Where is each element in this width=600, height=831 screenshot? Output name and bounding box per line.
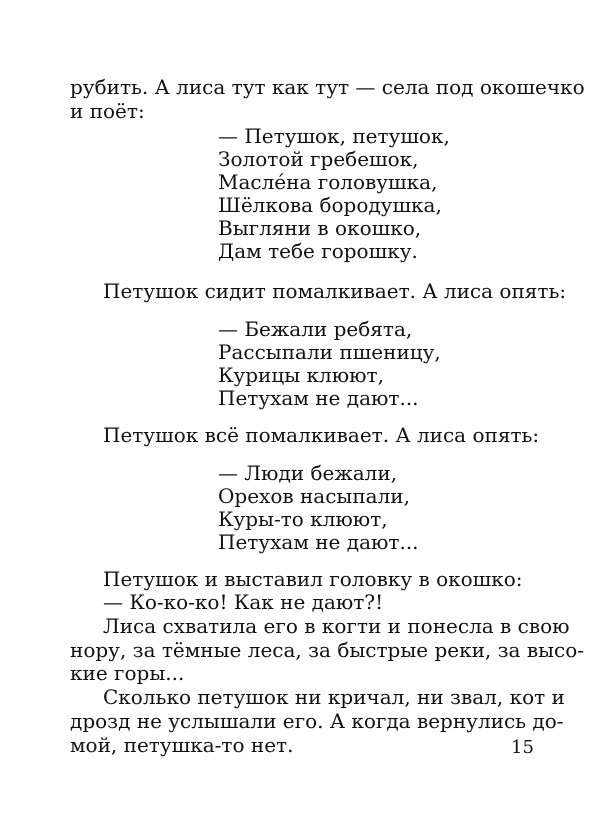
verse-line: Шёлкова бородушка, (218, 193, 442, 217)
verse-line: Маслéна головушка, (218, 170, 438, 194)
text-line: нору, за тёмные леса, за быстрые реки, за высо- (70, 638, 585, 662)
verse-line: Петухам не дают... (218, 386, 419, 410)
text-line: и поёт: (70, 99, 145, 123)
verse-line: Рассыпали пшеницу, (218, 340, 441, 364)
text-line: Петушок и выставил головку в окошко: (103, 567, 523, 591)
verse-line: Орехов насыпали, (218, 484, 410, 508)
verse-line: Курицы клюют, (218, 363, 384, 387)
verse-line: Куры-то клюют, (218, 507, 388, 531)
text-line: Сколько петушок ни кричал, ни звал, кот и (103, 685, 565, 709)
text-line: дрозд не услышали его. А когда вернулись до- (70, 709, 564, 733)
verse-line: Золотой гребешок, (218, 147, 419, 171)
verse-line: Выгляни в окошко, (218, 216, 422, 240)
text-line: Лиса схватила его в когти и понесла в свою (103, 614, 570, 638)
page-number: 15 (511, 737, 534, 758)
text-line: — Ко-ко-ко! Как не дают?! (103, 590, 384, 614)
text-line: Петушок всё помалкивает. А лиса опять: (103, 423, 540, 447)
text-line: мой, петушка-то нет. (70, 733, 294, 757)
text-line: кие горы... (70, 661, 185, 685)
text-line: рубить. А лиса тут как тут — села под окошечко (70, 75, 585, 99)
verse-line: Дам тебе горошку. (218, 239, 418, 263)
verse-line: — Петушок, петушок, (218, 124, 450, 148)
verse-line: Петухам не дают... (218, 530, 419, 554)
verse-line: — Люди бежали, (218, 461, 398, 485)
text-line: Петушок сидит помалкивает. А лиса опять: (103, 279, 567, 303)
verse-line: — Бежали ребята, (218, 317, 413, 341)
